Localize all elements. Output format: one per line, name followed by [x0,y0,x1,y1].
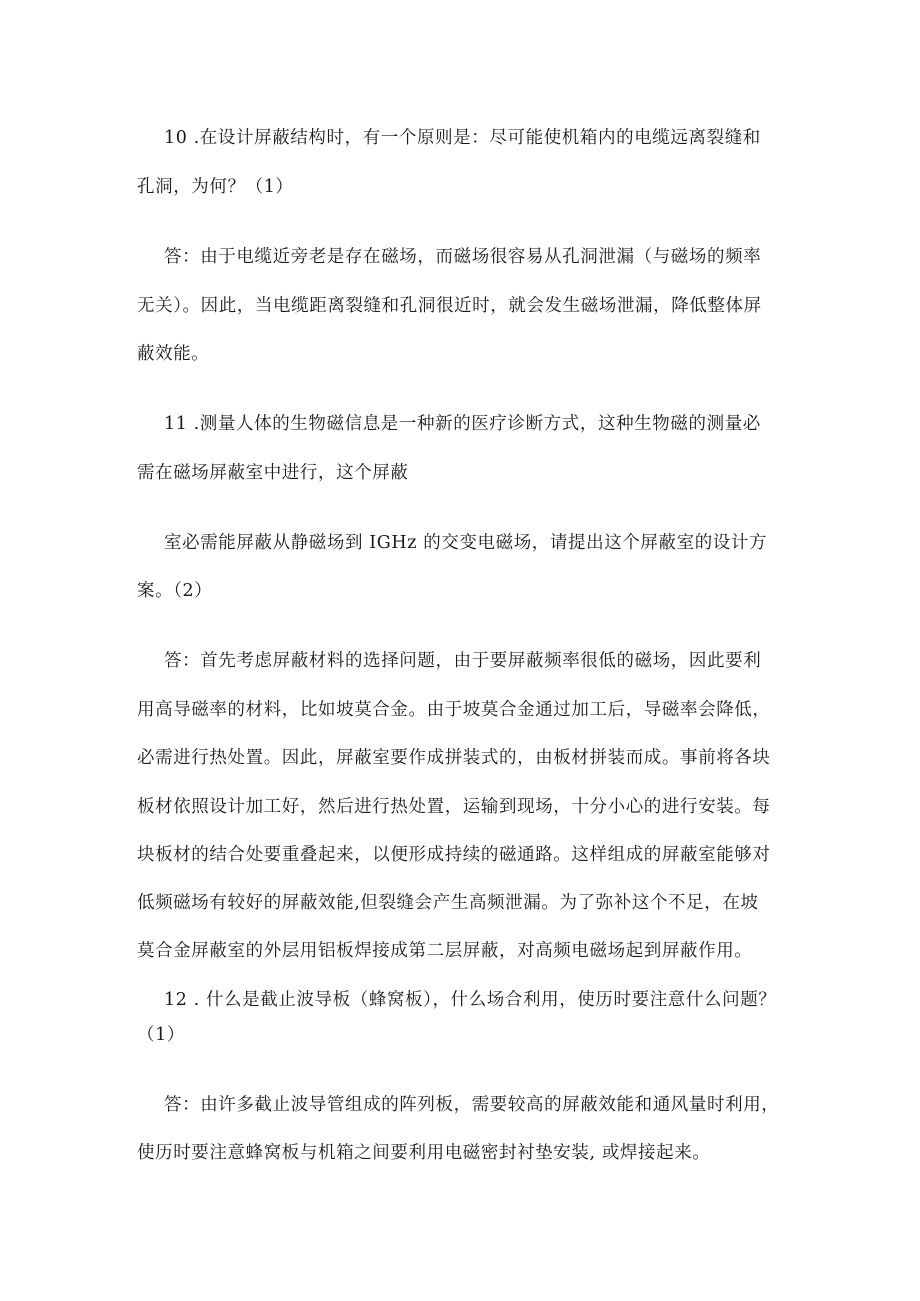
answer-10-line-1: 答：由于电缆近旁老是存在磁场，而磁场很容易从孔洞泄漏（与磁场的频率 [164,247,762,267]
question-11-line-3: 室必需能屏蔽从静磁场到 IGHz 的交变电磁场，请提出这个屏蔽室的设计方 [164,533,768,553]
question-12-line-1: 12 . 什么是截止波导板（蜂窝板），什么场合利用，使历时要注意什么问题？ [164,990,777,1010]
answer-11-line-1: 答：首先考虑屏蔽材料的选择问题，由于要屏蔽频率很低的磁场，因此要利 [164,651,762,671]
answer-11-line-4: 板材依照设计加工好，然后进行热处置，运输到现场，十分小心的进行安装。每 [137,797,771,817]
answer-10-line-3: 蔽效能。 [137,344,210,364]
question-11-line-2: 需在磁场屏蔽室中进行，这个屏蔽 [137,463,409,483]
answer-11-line-5: 块板材的结合处要重叠起来，以便形成持续的磁通路。这样组成的屏蔽室能够对 [137,845,771,865]
question-12-line-2: （1） [137,1025,185,1045]
question-10-line-2: 孔洞，为何？（1） [137,177,294,197]
answer-10-line-2: 无关）。因此，当电缆距离裂缝和孔洞很近时，就会发生磁场泄漏，降低整体屏 [137,296,762,316]
answer-11-line-7: 莫合金屏蔽室的外层用铝板焊接成第二层屏蔽，对高频电磁场起到屏蔽作用。 [137,941,753,961]
answer-12-line-1: 答：由许多截止波导管组成的阵列板，需要较高的屏蔽效能和通风量时利用， [164,1095,780,1115]
answer-11-line-6: 低频磁场有较好的屏蔽效能,但裂缝会产生高频泄漏。为了弥补这个不足，在坡 [137,893,759,913]
answer-12-line-2: 使历时要注意蜂窝板与机箱之间要利用电磁密封衬垫安装, 或焊接起来。 [137,1143,711,1163]
answer-11-line-2: 用高导磁率的材料，比如坡莫合金。由于坡莫合金通过加工后，导磁率会降低， [137,700,771,720]
question-10-line-1: 10 .在设计屏蔽结构时，有一个原则是：尽可能使机箱内的电缆远离裂缝和 [164,128,761,148]
question-11-line-4: 案。（2） [137,581,213,601]
question-11-line-1: 11 .测量人体的生物磁信息是一种新的医疗诊断方式，这种生物磁的测量必 [164,414,761,434]
answer-11-line-3: 必需进行热处置。因此，屏蔽室要作成拼装式的，由板材拼装而成。事前将各块 [137,748,771,768]
